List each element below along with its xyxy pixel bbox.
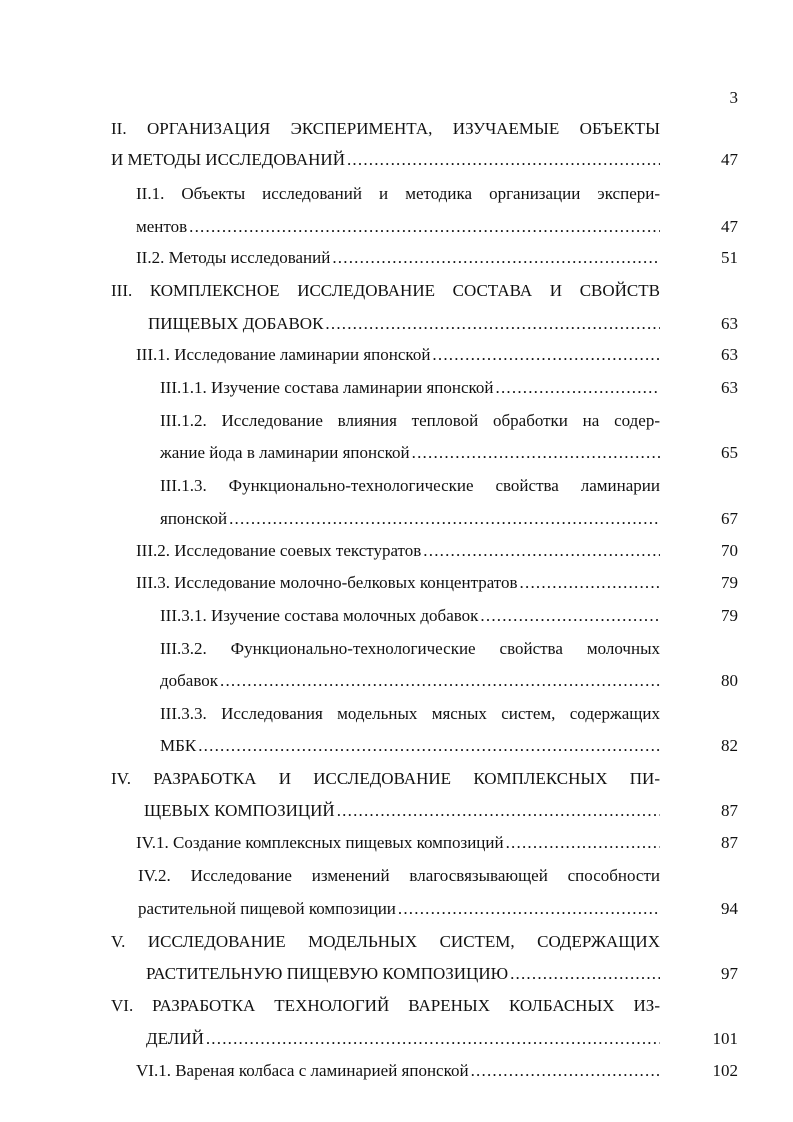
toc-entry-vi-1: VI.1. Вареная колбаса с ламинарией японской ..... [136, 1058, 660, 1084]
toc-entry-iii-1-1: III.1.1. Изучение состава ламинарии японской ..... [160, 375, 660, 401]
toc-page-iii-1-1: 63 [721, 378, 738, 397]
toc-entry-iii-line-1: III. КОМПЛЕКСНОЕ ИССЛЕДОВАНИЕ СОСТАВА И СВОЙСТВ [111, 281, 660, 300]
toc-page-iii-3: 79 [721, 573, 738, 592]
toc-entry-ii-line-1: II. ОРГАНИЗАЦИЯ ЭКСПЕРИМЕНТА, ИЗУЧАЕМЫЕ ОБЪЕКТЫ [111, 119, 660, 138]
toc-entry-iii-1-2-line-1: III.1.2. Исследование влияния тепловой обработки на содер- [160, 411, 660, 430]
toc-page-vi: 101 [712, 1029, 738, 1048]
toc-entry-iii-1-3-line-2: японской ..... [160, 506, 660, 532]
toc-entry-ii-1-line-1: II.1. Объекты исследований и методика организации экспери- [136, 184, 660, 203]
toc-page-iii-1-2: 65 [721, 443, 738, 462]
toc-entry-iv-2-line-2: растительной пищевой композиции ..... [138, 896, 660, 922]
toc-entry-vi-line-1: VI. РАЗРАБОТКА ТЕХНОЛОГИЙ ВАРЕНЫХ КОЛБАСНЫХ ИЗ- [111, 996, 660, 1015]
toc-entry-iii-3: III.3. Исследование молочно-белковых концентратов ..... [136, 570, 660, 596]
toc-entry-iii-3-1: III.3.1. Изучение состава молочных добавок ..... [160, 603, 660, 629]
toc-page-ii-2: 51 [721, 248, 738, 267]
toc-page-iii-1: 63 [721, 345, 738, 364]
leader-dots [432, 342, 660, 368]
toc-entry-ii-line-2: И МЕТОДЫ ИССЛЕДОВАНИЙ ..... [111, 147, 660, 173]
toc-entry-iii-3-2-line-2: добавок ..... [160, 668, 660, 694]
leader-dots [220, 668, 660, 694]
toc-entry-iii-1-2-line-2: жание йода в ламинарии японской ..... [160, 440, 660, 466]
leader-dots [347, 147, 660, 173]
toc-entry-iii-1-3-line-1: III.1.3. Функционально-технологические свойства ламинарии [160, 476, 660, 495]
toc-page-iii-3-2: 80 [721, 671, 738, 690]
leader-dots [337, 798, 660, 824]
toc-entry-iii-3-3-line-2: МБК ..... [160, 733, 660, 759]
leader-dots [229, 506, 660, 532]
leader-dots [520, 570, 660, 596]
leader-dots [506, 830, 660, 856]
toc-page-ii: 47 [721, 150, 738, 169]
toc-page-iii-1-3: 67 [721, 509, 738, 528]
toc-page-iii-3-3: 82 [721, 736, 738, 755]
toc-entry-iv-1: IV.1. Создание комплексных пищевых композиций ..... [136, 830, 660, 856]
toc-page-iii: 63 [721, 314, 738, 333]
leader-dots [198, 733, 660, 759]
toc-entry-iii-3-3-line-1: III.3.3. Исследования модельных мясных систем, содержащих [160, 704, 660, 723]
toc-entry-iii-2: III.2. Исследование соевых текстуратов ..... [136, 538, 660, 564]
leader-dots [206, 1026, 660, 1052]
toc-entry-ii-1-line-2: ментов ..... [136, 214, 660, 240]
toc-entry-iv-line-2: ЩЕВЫХ КОМПОЗИЦИЙ ..... [144, 798, 660, 824]
toc-entry-iii-line-2: ПИЩЕВЫХ ДОБАВОК ..... [148, 311, 660, 337]
toc-entry-v-line-2: РАСТИТЕЛЬНУЮ ПИЩЕВУЮ КОМПОЗИЦИЮ ..... [146, 961, 660, 987]
toc-entry-iv-line-1: IV. РАЗРАБОТКА И ИССЛЕДОВАНИЕ КОМПЛЕКСНЫХ ПИ- [111, 769, 660, 788]
toc-page-vi-1: 102 [712, 1061, 738, 1080]
leader-dots [510, 961, 660, 987]
leader-dots [496, 375, 660, 401]
toc-entry-iii-1: III.1. Исследование ламинарии японской ..... [136, 342, 660, 368]
toc-entry-ii-2: II.2. Методы исследований ..... [136, 245, 660, 271]
leader-dots [423, 538, 660, 564]
toc-page-iv: 87 [721, 801, 738, 820]
toc-page-iii-3-1: 79 [721, 606, 738, 625]
toc-page-iv-2: 94 [721, 899, 738, 918]
leader-dots [412, 440, 660, 466]
leader-dots [471, 1058, 660, 1084]
toc-entry-iv-2-line-1: IV.2. Исследование изменений влагосвязывающей способности [138, 866, 660, 885]
toc-entry-v-line-1: V. ИССЛЕДОВАНИЕ МОДЕЛЬНЫХ СИСТЕМ, СОДЕРЖАЩИХ [111, 932, 660, 951]
toc-page-iv-1: 87 [721, 833, 738, 852]
page-number: 3 [729, 88, 738, 107]
leader-dots [189, 214, 660, 240]
leader-dots [325, 311, 660, 337]
leader-dots [480, 603, 660, 629]
leader-dots [332, 245, 660, 271]
toc-page-ii-1: 47 [721, 217, 738, 236]
toc-entry-vi-line-2: ДЕЛИЙ ..... [146, 1026, 660, 1052]
toc-page-iii-2: 70 [721, 541, 738, 560]
toc-page-v: 97 [721, 964, 738, 983]
leader-dots [398, 896, 660, 922]
toc-entry-iii-3-2-line-1: III.3.2. Функционально-технологические свойства молочных [160, 639, 660, 658]
